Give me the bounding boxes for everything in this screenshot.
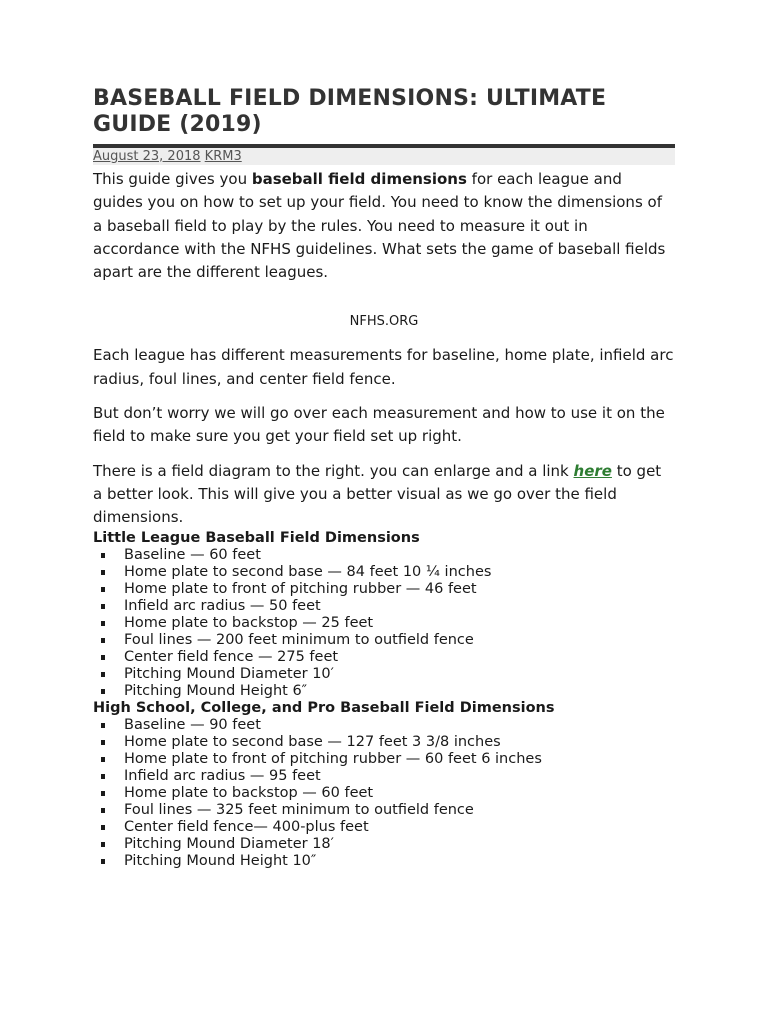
article (93, 86, 675, 870)
list-item (93, 734, 675, 751)
list-item-text: Foul lines — 200 feet minimum to outfield fence (124, 631, 474, 648)
intro-paragraph (93, 168, 675, 284)
high-school-list (93, 717, 675, 870)
bullet-icon (101, 604, 105, 609)
image-caption: NFHS.ORG (349, 314, 419, 330)
intro-text-start: This guide gives you (93, 170, 252, 188)
bullet-icon (101, 553, 105, 558)
list-item-text: Baseline — 90 feet (124, 716, 261, 733)
bullet-icon (101, 825, 105, 830)
list-item (93, 819, 675, 836)
bullet-icon (101, 740, 105, 745)
little-league-heading: Little League Baseball Field Dimensions (93, 529, 420, 546)
list-item-text: Baseline — 60 feet (124, 546, 261, 563)
list-item (93, 649, 675, 666)
list-item-text: Center field fence — 275 feet (124, 648, 339, 665)
bullet-icon (101, 842, 105, 847)
paragraph-diagram (93, 460, 675, 530)
list-item-text: Pitching Mound Height 10″ (124, 852, 317, 869)
here-link[interactable]: here (573, 461, 612, 480)
list-item (93, 717, 675, 734)
diagram-text-start: There is a field diagram to the right. you can enlarge and a link (93, 461, 574, 480)
list-item (93, 785, 675, 802)
list-item (93, 683, 675, 700)
list-item (93, 836, 675, 853)
list-item (93, 666, 675, 683)
list-item-text: Infield arc radius — 50 feet (124, 597, 321, 614)
intro-bold-keyword: baseball field dimensions (251, 170, 467, 188)
diagram-text-end: to get a better look. This will give you a better visual as we go over the field dimensions. (93, 461, 662, 527)
list-item (93, 768, 675, 785)
bullet-icon (101, 859, 105, 864)
list-item (93, 615, 675, 632)
bullet-icon (101, 570, 105, 575)
list-item (93, 802, 675, 819)
list-item-text: Home plate to second base — 84 feet 10 ¼ inches (124, 563, 492, 580)
list-item-text: Home plate to front of pitching rubber — 46 feet (124, 580, 477, 597)
list-item-text: Infield arc radius — 95 feet (124, 767, 321, 784)
list-item-text: Pitching Mound Diameter 18′ (124, 835, 334, 852)
list-item-text: Center field fence— 400-plus feet (124, 818, 369, 835)
list-item-text: Home plate to backstop — 25 feet (124, 614, 374, 631)
bullet-icon (101, 808, 105, 813)
paragraph-measurements: But don’t worry we will go over each measurement and how to use it on the field to make sure you get your field set up right. (93, 404, 665, 446)
bullet-icon (101, 723, 105, 728)
bullet-icon (101, 621, 105, 626)
paragraph-leagues: Each league has different measurements for baseline, home plate, infield arc radius, foul lines, and center field fence. (93, 346, 674, 388)
bullet-icon (101, 774, 105, 779)
list-item (93, 547, 675, 564)
bullet-icon (101, 757, 105, 762)
list-item (93, 853, 675, 870)
bullet-icon (101, 587, 105, 592)
list-item (93, 751, 675, 768)
list-item (93, 598, 675, 615)
article-title: BASEBALL FIELD DIMENSIONS: ULTIMATE GUIDE (2019) (93, 86, 607, 137)
list-item-text: Foul lines — 325 feet minimum to outfield fence (124, 801, 474, 818)
post-meta (93, 148, 675, 165)
bullet-icon (101, 689, 105, 694)
post-date-link[interactable]: August 23, 2018 (93, 149, 201, 164)
bullet-icon (101, 672, 105, 677)
author-link[interactable]: KRM3 (204, 149, 242, 164)
bullet-icon (101, 638, 105, 643)
list-item-text: Pitching Mound Height 6″ (124, 682, 308, 699)
list-item (93, 564, 675, 581)
list-item (93, 581, 675, 598)
bullet-icon (101, 655, 105, 660)
list-item-text: Home plate to second base — 127 feet 3 3/8 inches (124, 733, 501, 750)
little-league-list (93, 547, 675, 700)
intro-text-end: for each league and guides you on how to set up your field. You need to know the dimensions of a baseball field to play by the rules. You need to measure it out in accordance with the NFHS guidelines. What sets the game of baseball fields apart are the different leagues. (93, 170, 666, 282)
bullet-icon (101, 791, 105, 796)
list-item-text: Home plate to front of pitching rubber — 60 feet 6 inches (124, 750, 542, 767)
list-item-text: Home plate to backstop — 60 feet (124, 784, 374, 801)
list-item (93, 632, 675, 649)
list-item-text: Pitching Mound Diameter 10′ (124, 665, 334, 682)
high-school-heading: High School, College, and Pro Baseball Field Dimensions (93, 699, 555, 716)
